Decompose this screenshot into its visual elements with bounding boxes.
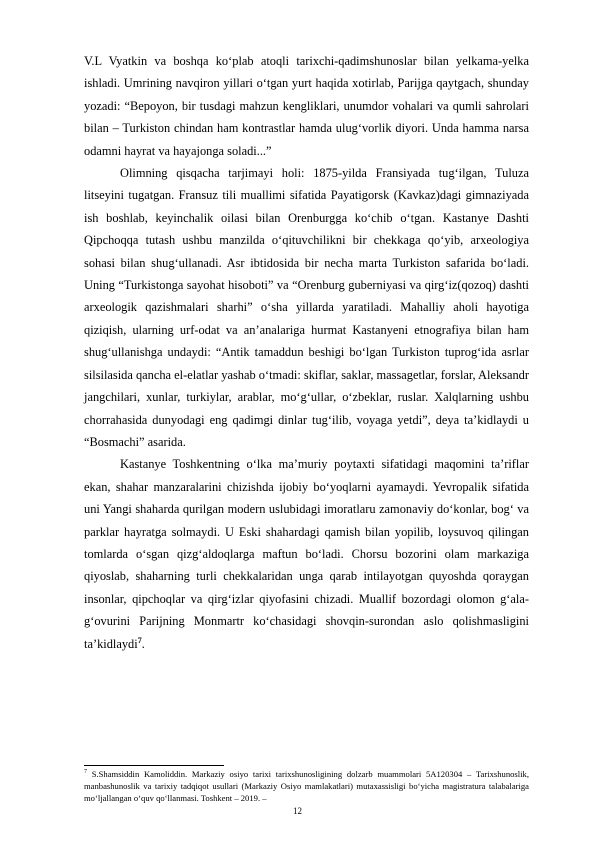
footnote-text: S.Shamsiddin Kamoliddin. Markaziy osiyo tarixi tarixshunosligining dolzarb muammolari 5A120304 – Tarixshunoslik, manbashunoslik va tarixiy tadqiqot usullari (Markaziy Osiyo mamlakatlari) mutaxassisligi boʻyicha magistratura talabalariga moʻljallangan oʻquv qoʻllanmasi. Toshkent – 2019. – <box>84 769 529 803</box>
main-text <box>84 50 529 655</box>
paragraph-1: V.L Vyatkin va boshqa koʻplab atoqli tarixchi-qadimshunoslar bilan yelkama-yelka ishladi. Umrining navqiron yillari oʻtgan yurt haqida xotirlab, Parijga qaytgach, shunday yozadi: “Bepoyon, bir tusdagi mahzun kengliklari, unumdor vohalari va qumli sahrolari bilan – Turkiston chindan ham kontrastlar hamda ulugʻvorlik diyori. Unda hamma narsa odamni hayrat va hayajonga soladi...” <box>84 54 529 158</box>
paragraph-3-text: Kastanye Toshkentning oʻlka maʼmuriy poytaxti sifatidagi maqomini taʼriflar ekan, shahar manzaralarini chizishda ijobiy boʻyoqlarni ayamaydi. Yevropalik sifatida uni Yangi shaharda qurilgan modern uslubidagi imoratlaru zamonaviy doʻkonlar, bogʻ va parklar hayratga solmaydi. U Eski shahardagi qamish bilan yopilib, loysuvoq qilingan tomlarda oʻsgan qizgʻaldoqlarga maftun boʻladi. Chorsu bozorini olam markaziga qiyoslab, shaharning turli chekkalaridan unga qarab intilayotgan quyoshda qoraygan insonlar, qipchoqlar va qirgʻizlar qiyofasini chizadi. Muallif bozordagi olomon gʻala-gʻovurini Parijning Monmartr koʻchasidagi shovqin-surondan aslo qolishmasligini taʼkidlaydi <box>84 457 529 651</box>
footnote <box>84 768 529 804</box>
paragraph-3-end: . <box>141 636 145 651</box>
page-number: 12 <box>293 806 302 816</box>
footnote-mark: 7 <box>84 769 87 776</box>
paragraph-2: Olimning qisqacha tarjimayi holi: 1875-yilda Fransiyada tugʻilgan, Tuluza litseyini tugatgan. Fransuz tili muallimi sifatida Payatigorsk (Kavkaz)dagi gimnaziyada ish boshlab, keyinchalik oilasi bilan Orenburgga koʻchib oʻtgan. Kastanye Dashti Qipchoqqa tutash ushbu manzilda oʻqituvchilikni bir chekkaga qoʻyib, arxeologiya sohasi bilan shugʻullanadi. Asr ibtidosida bir necha marta Turkiston safarida boʻladi. Uning “Turkistonga sayohat hisoboti” va “Orenburg guberniyasi va qirgʻiz(qozoq) dashti arxeologik qazishmalari sharhi” oʻsha yillarda yaratiladi. Mahalliy aholi hayotiga qiziqish, ularning urf-odat va anʼanalariga hurmat Kastanyeni etnografiya bilan ham shugʻullanishga undaydi: “Antik tamaddun beshigi boʻlgan Turkiston tuprogʻida asrlar silsilasida qancha el-elatlar yashab oʻtmadi: skiflar, saklar, massagetlar, forslar, Aleksandr jangchilari, xunlar, turkiylar, arablar, moʻgʻullar, oʻzbeklar, ruslar. Xalqlarning ushbu chorrahasida dunyodagi eng qadimgi dinlar tugʻilib, voyaga yetdi”, deya taʼkidlaydi u “Bosmachi” asarida. <box>84 166 529 449</box>
footnote-reference[interactable]: 7 <box>137 635 142 645</box>
footnote-separator <box>84 765 224 766</box>
paragraph-3 <box>84 453 529 655</box>
